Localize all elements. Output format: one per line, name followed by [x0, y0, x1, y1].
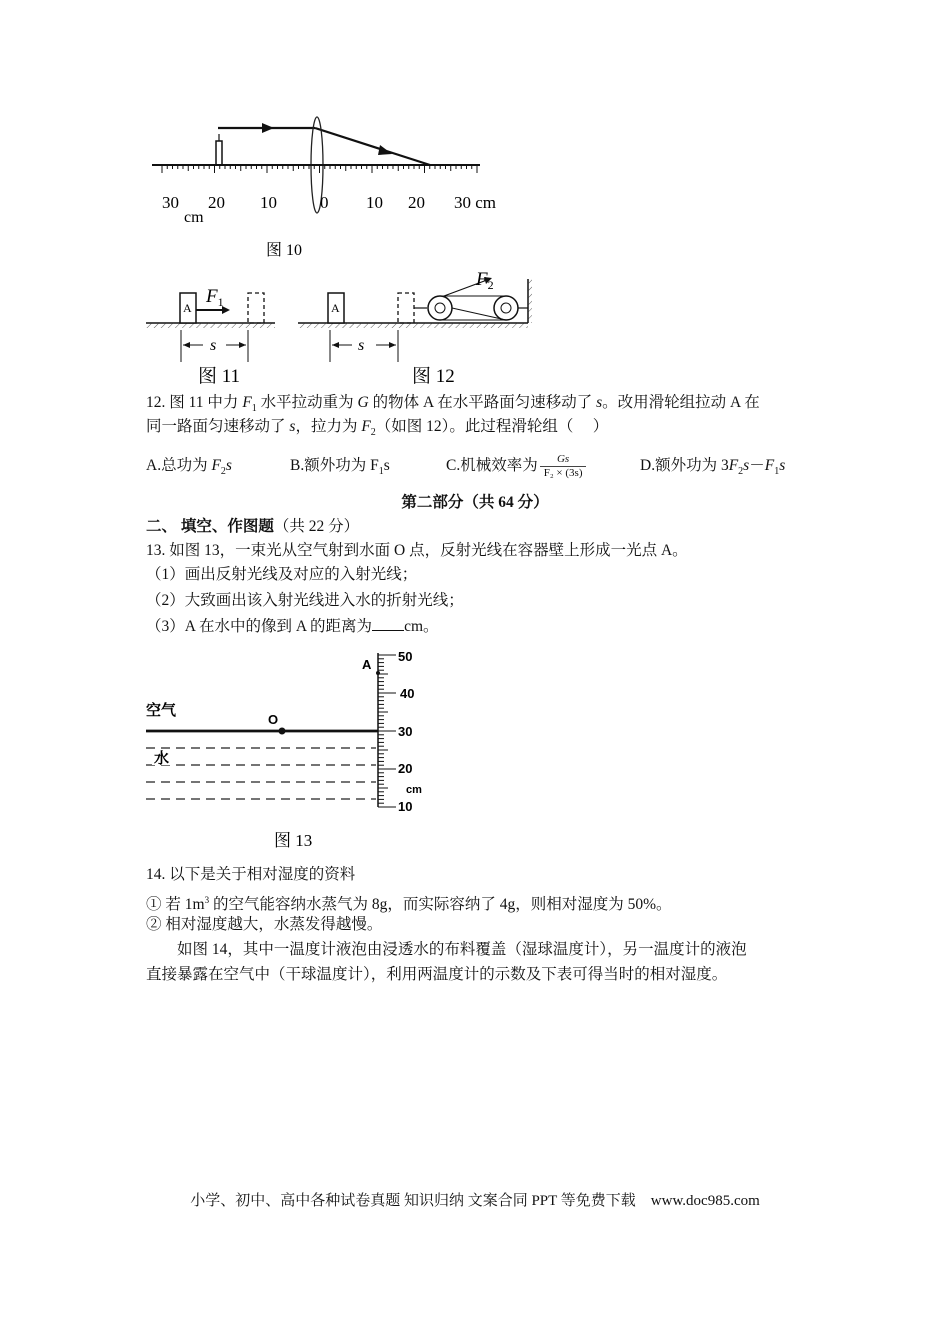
- fig13-point-o: [279, 728, 286, 735]
- fig13-scale-40: 40: [400, 686, 415, 701]
- q12-line-2: 同一路面匀速移动了 s，拉力为 $F_2$（如图 12）。此过程滑轮组（ ）: [146, 418, 609, 439]
- fig10-unit-cm: cm: [184, 209, 204, 226]
- fig10-tick-30-right: 30 cm: [454, 193, 497, 212]
- q13-answer-blank[interactable]: [372, 616, 404, 631]
- fig10-tick-30-left: 30: [162, 193, 179, 212]
- fig11-caption: 图 11: [198, 366, 241, 387]
- fig10-tick-20-left: 20: [208, 193, 225, 212]
- fig13-point-a: [376, 671, 380, 675]
- fig11-distance-label: s: [210, 337, 217, 354]
- q12-option-c-fraction: $\frac{Gs}{\text{F₂ × (3s)}}$: [540, 453, 587, 480]
- figure-11-block-pull: [140, 278, 290, 390]
- fig12-distance-label: s: [358, 337, 365, 354]
- fig10-tick-10-right: 10: [366, 193, 383, 212]
- fig13-point-o-label: O: [268, 712, 279, 727]
- section-2-heading: 二、 填空、作图题（共 22 分）: [146, 518, 360, 535]
- figure-13-reflection-setup: [140, 645, 440, 855]
- svg-text:F1: [205, 286, 224, 309]
- part-2-title: 第二部分（共 64 分）: [401, 494, 549, 511]
- fig13-water-label: 水: [154, 750, 170, 767]
- fig11-block-label: A: [183, 301, 192, 315]
- fig10-tick-0: 0: [320, 193, 329, 212]
- fig13-air-label: 空气: [146, 702, 177, 719]
- fig12-force-label: F: [476, 269, 488, 290]
- q14-stem: 14. 以下是关于相对湿度的资料: [146, 866, 356, 883]
- fig10-caption: 图 10: [266, 242, 303, 259]
- q12-option-c[interactable]: C.机械效率为 $\frac{Gs}{\text{F₂ × (3s)}}$: [446, 446, 588, 486]
- fig12-caption: 图 12: [412, 366, 455, 387]
- q12-line-1: 12. 图 11 中力 $F_1$ 水平拉动重为 G 的物体 A 在水平路面匀速移动了 s。改用滑轮组拉动 A 在: [146, 394, 760, 415]
- q12-option-d[interactable]: D.额外功为 $3F_2s-F_1s$: [640, 457, 786, 478]
- fig13-point-a-label: A: [362, 657, 372, 672]
- q14-paragraph-line-1: 如图 14，其中一温度计液泡由浸透水的布料覆盖（湿球温度计），另一温度计的液泡: [177, 941, 747, 958]
- q14-item-2: ② 相对湿度越大，水蒸发得越慢。: [146, 916, 383, 933]
- fig13-scale-50: 50: [398, 649, 413, 664]
- fig13-scale-20: 20: [398, 761, 413, 776]
- q12-option-b[interactable]: B.额外功为 $F_1s$: [290, 457, 390, 478]
- q14-paragraph-line-2: 直接暴露在空气中（干球温度计），利用两温度计的示数及下表可得当时的相对湿度。: [146, 966, 728, 983]
- fig13-caption: 图 13: [274, 831, 313, 850]
- q13-sub-1: （1）画出反射光线及对应的入射光线；: [146, 566, 418, 583]
- q13-sub-2: （2）大致画出该入射光线进入水的折射光线；: [146, 592, 464, 609]
- fig11-force-label: F: [206, 286, 218, 307]
- fig13-scale-30: 30: [398, 724, 413, 739]
- q13-stem: 13. 如图 13，一束光从空气射到水面 O 点，反射光线在容器壁上形成一光点 A。: [146, 542, 688, 559]
- q13-sub-3: （3）A 在水中的像到 A 的距离为 cm。: [146, 618, 439, 635]
- q14-item-1: ① 若 $1m^3$ 的空气能容纳水蒸气为 8g，而实际容纳了 4g，则相对湿度为 50%。: [146, 895, 672, 914]
- fig10-tick-10-left: 10: [260, 193, 277, 212]
- fig10-tick-20-right: 20: [408, 193, 425, 212]
- page-footer: 小学、初中、高中各种试卷真题 知识归纳 文案合同 PPT 等免费下载 www.doc985.com: [190, 1193, 760, 1209]
- fig13-unit-cm: cm: [406, 784, 422, 796]
- fig12-force-sub: 2: [487, 278, 494, 292]
- fig13-scale-10: 10: [398, 799, 413, 814]
- fig12-block-label: A: [331, 301, 340, 315]
- figure-10-lens-diagram: [140, 110, 520, 270]
- fig11-force-sub: 1: [217, 295, 224, 309]
- svg-text:F2: [475, 269, 494, 292]
- q12-option-a[interactable]: A.总功为 $F_2s$: [146, 457, 232, 478]
- figure-12-pulley-system: [292, 265, 532, 390]
